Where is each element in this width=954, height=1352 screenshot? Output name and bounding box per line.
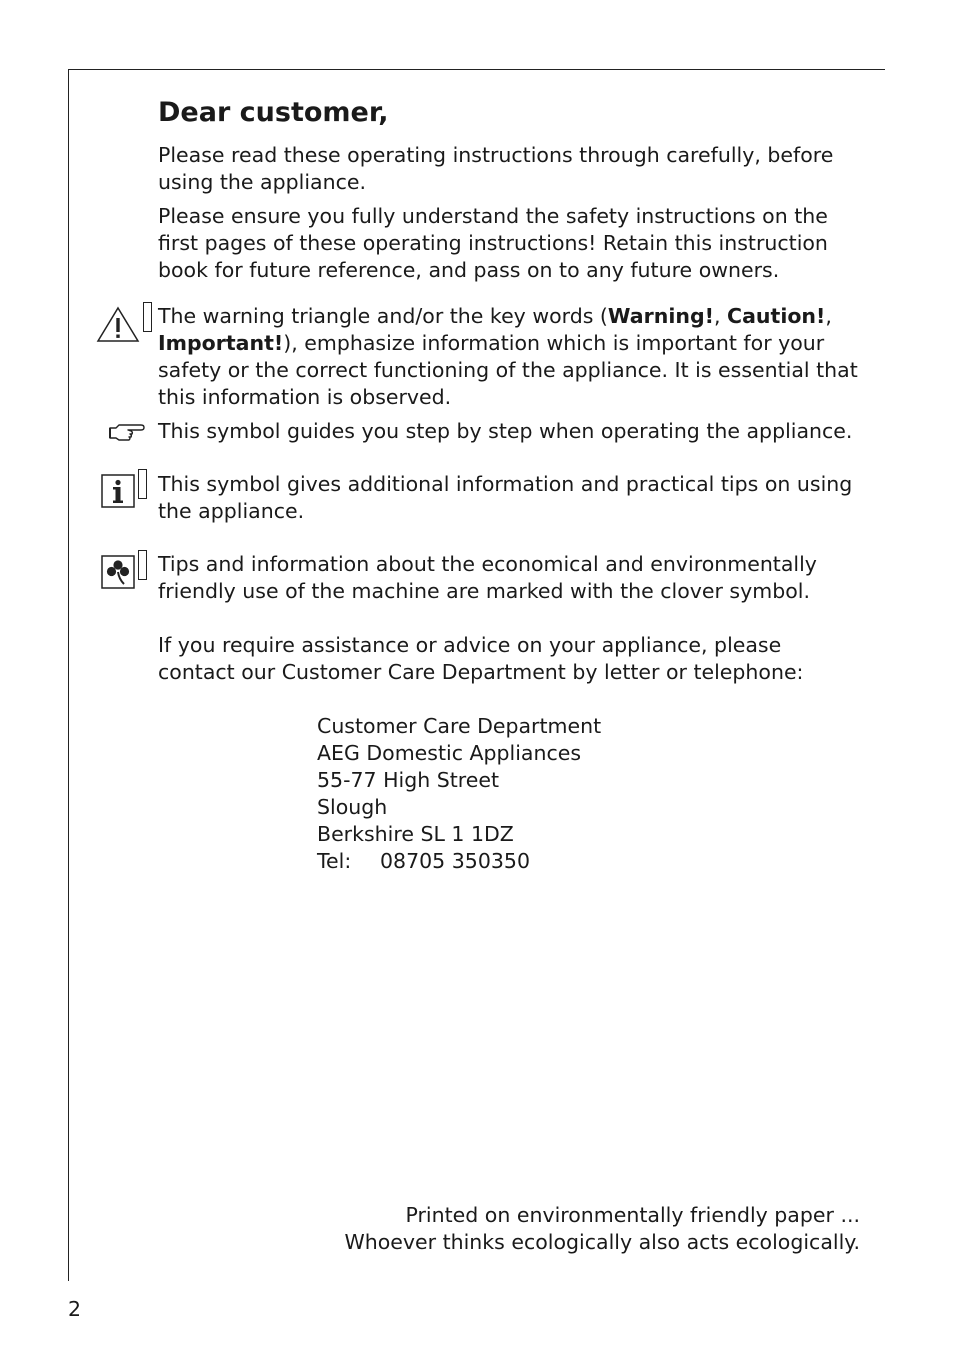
address-line: AEG Domestic Appliances xyxy=(317,741,582,765)
tel-label: Tel: xyxy=(317,849,352,873)
address-block xyxy=(317,713,601,875)
tel-number: 08705 350350 xyxy=(380,849,530,873)
step-paragraph: This symbol guides you step by step when operating the appliance. xyxy=(158,419,853,443)
keyword-caution: Caution! xyxy=(727,304,826,328)
keyword-important: Important! xyxy=(158,331,284,355)
clover-paragraph: Tips and information about the economical and environmentally friendly use of the machine are marked with the clover symbol. xyxy=(158,552,817,603)
pointing-hand-icon xyxy=(107,421,145,443)
warning-text-pre: The warning triangle and/or the key words ( xyxy=(158,304,608,328)
telephone-line xyxy=(317,848,601,875)
info-paragraph: This symbol gives additional information and practical tips on using the appliance. xyxy=(158,472,853,523)
warning-sep-1: , xyxy=(714,304,728,328)
warning-text-post: ), emphasize information which is important for your safety or the correct functioning of the appliance. It is essential that this information is observed. xyxy=(158,331,858,409)
address-line: Berkshire SL 1 1DZ xyxy=(317,822,514,846)
warning-paragraph xyxy=(158,303,860,411)
address-line: 55-77 High Street xyxy=(317,768,500,792)
warning-sep-2: , xyxy=(825,304,832,328)
address-line: Slough xyxy=(317,795,388,819)
footer-line-2: Whoever thinks ecologically also acts ecologically. xyxy=(344,1230,860,1254)
marker-box xyxy=(138,550,147,580)
page-title: Dear customer, xyxy=(158,97,389,128)
clover-icon xyxy=(101,555,135,589)
footer-note xyxy=(344,1202,860,1256)
page-number: 2 xyxy=(68,1297,82,1321)
intro-paragraph-1: Please read these operating instructions through carefully, before using the appliance. xyxy=(158,143,834,194)
marker-box xyxy=(143,302,152,332)
address-line: Customer Care Department xyxy=(317,714,602,738)
assistance-paragraph: If you require assistance or advice on your appliance, please contact our Customer Care Department by letter or telephone: xyxy=(158,633,804,684)
warning-triangle-icon xyxy=(96,306,140,344)
footer-line-1: Printed on environmentally friendly paper ... xyxy=(405,1203,860,1227)
left-rule xyxy=(68,69,69,1281)
info-icon xyxy=(101,474,135,508)
marker-box xyxy=(138,469,147,499)
keyword-warning: Warning! xyxy=(607,304,714,328)
top-rule xyxy=(68,69,885,70)
intro-paragraph-2: Please ensure you fully understand the safety instructions on the first pages of these operating instructions! Retain this instruction book for future reference, and pass on to any future owners. xyxy=(158,204,828,282)
